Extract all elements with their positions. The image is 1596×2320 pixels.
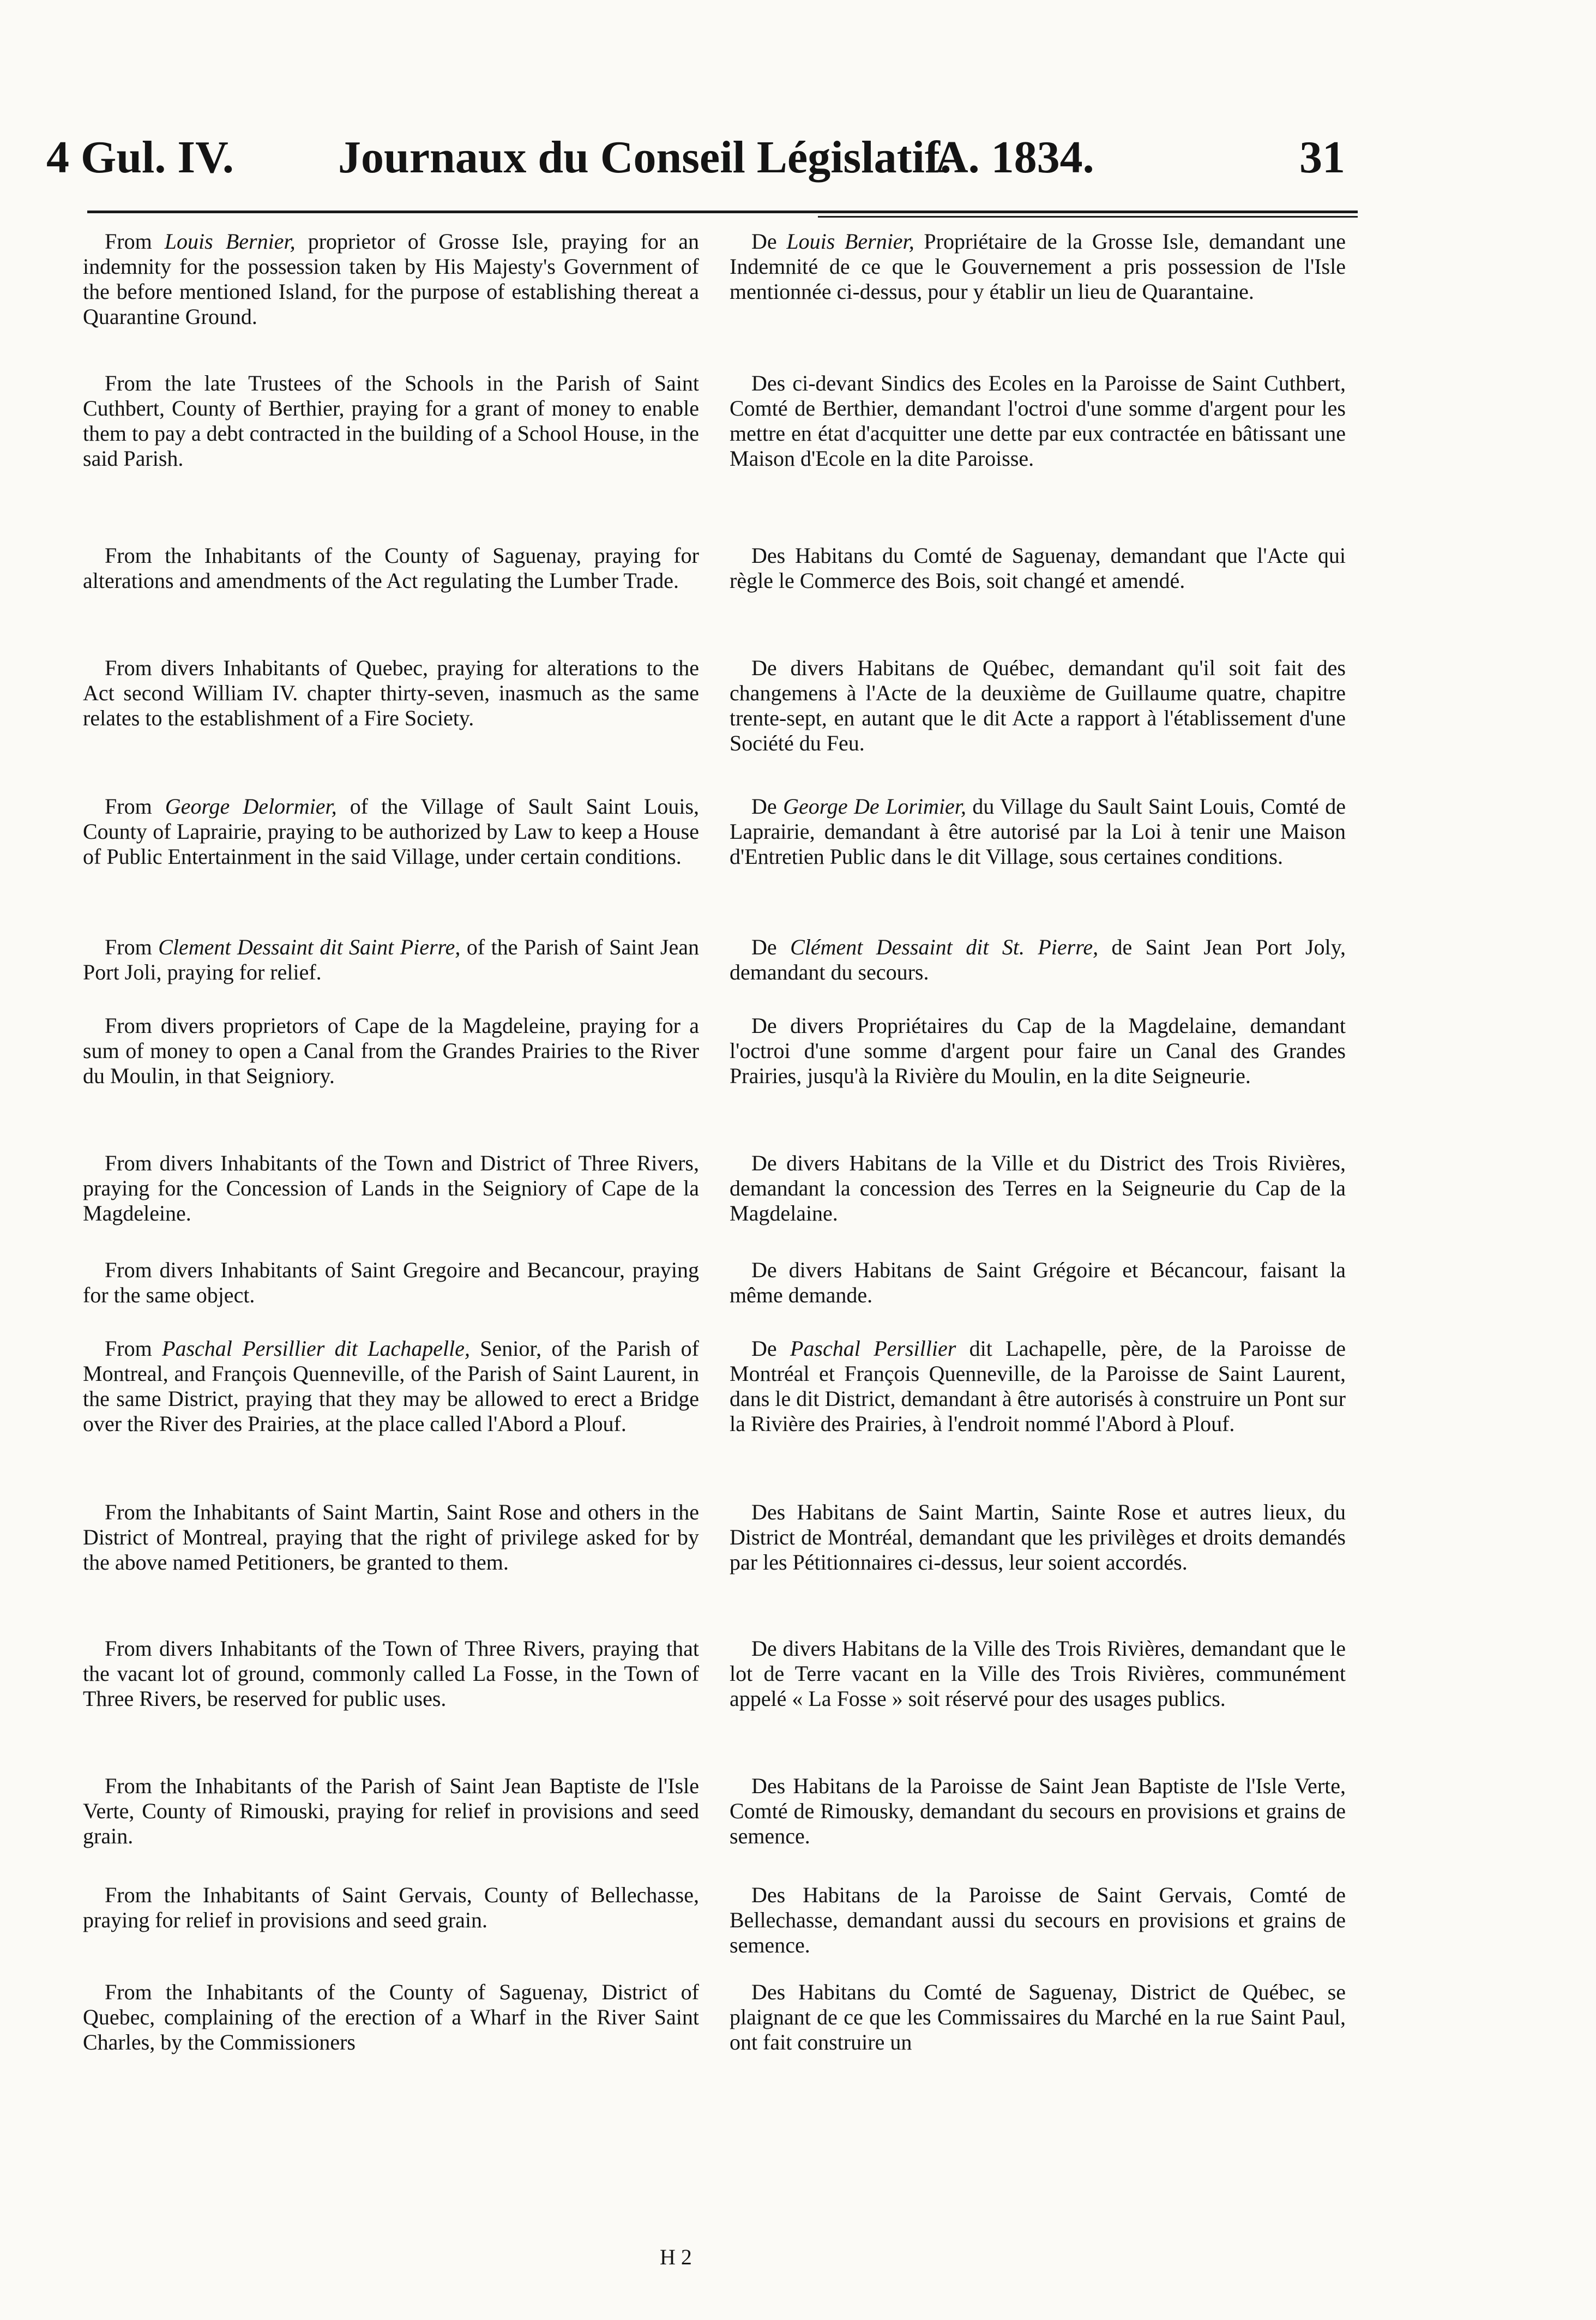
petition-entry-fr: Des Habitans de la Paroisse de Saint Jean Baptiste de l'Isle Verte, Comté de Rimousky, demandant du secours en provisions et grains de semence. (730, 1774, 1346, 1848)
petition-entry-en: From divers Inhabitants of Quebec, praying for alterations to the Act second William IV. chapter thirty-seven, inasmuch as the same relates to the establishment of a Fire Society. (83, 656, 699, 730)
petition-entry-en: From the Inhabitants of the County of Saguenay, praying for alterations and amendments of the Act regulating the Lumber Trade. (83, 543, 699, 593)
journal-title: Journaux du Conseil Législatif. (338, 132, 951, 183)
petition-entry-fr: De divers Habitans de Saint Grégoire et Bécancour, faisant la même demande. (730, 1258, 1346, 1307)
petition-entry-fr: De divers Habitans de la Ville et du District des Trois Rivières, demandant la concession des Terres en la Seigneurie du Cap de la Magdelaine. (730, 1151, 1346, 1225)
petition-entry-en: From the late Trustees of the Schools in the Parish of Saint Cuthbert, County of Berthier, praying for a grant of money to enable them to pay a debt contracted in the building of a School House, in the said Parish. (83, 371, 699, 471)
signature-mark: H 2 (660, 2245, 692, 2269)
petition-entry-fr: De divers Propriétaires du Cap de la Magdelaine, demandant l'octroi d'une somme d'argent pour faire un Canal des Grandes Prairies, jusqu'à la Rivière du Moulin, en la dite Seigneurie. (730, 1013, 1346, 1088)
petition-entry-fr: De divers Habitans de Québec, demandant qu'il soit fait des changemens à l'Acte de la deuxième de Guillaume quatre, chapitre trente-sept, en autant que le dit Acte a rapport à l'établissement d'une Société du Feu. (730, 656, 1346, 755)
regnal-year: 4 Gul. IV. (46, 132, 234, 183)
petition-entry-en: From the Inhabitants of Saint Martin, Saint Rose and others in the District of Montreal, praying that the right of privilege asked for by the above named Petitioners, be granted to them. (83, 1500, 699, 1574)
petition-entry-fr: Des Habitans du Comté de Saguenay, District de Québec, se plaignant de ce que les Commissaires du Marché en la rue Saint Paul, ont fait construire un (730, 1980, 1346, 2054)
publication-year: A. 1834. (935, 132, 1094, 183)
petition-entry-fr: Des ci-devant Sindics des Ecoles en la Paroisse de Saint Cuthbert, Comté de Berthier, demandant l'octroi d'une somme d'argent pour les mettre en état d'acquitter une dette par eux contractée en bâtissant une Maison d'Ecole en la dite Paroisse. (730, 371, 1346, 471)
header-rule-thin (818, 216, 1358, 218)
petition-entry-fr: Des Habitans de Saint Martin, Sainte Rose et autres lieux, du District de Montréal, demandant que les privilèges et droits demandés par les Pétitionnaires ci-dessus, leur soient accordés. (730, 1500, 1346, 1574)
petition-entry-en: From Louis Bernier, proprietor of Grosse Isle, praying for an indemnity for the possession taken by His Majesty's Government of the before mentioned Island, for the purpose of establishing thereat a Quarantine Ground. (83, 229, 700, 329)
petition-entry-fr: De Paschal Persillier dit Lachapelle, père, de la Paroisse de Montréal et François Quenneville, de la Paroisse de Saint Laurent, dans le dit District, demandant à être autorisés à construire un Pont sur la Rivière des Prairies, à l'endroit nommé l'Abord à Plouf. (730, 1336, 1346, 1436)
petition-entry-fr: De divers Habitans de la Ville des Trois Rivières, demandant que le lot de Terre vacant en la Ville des Trois Rivières, communément appelé « La Fosse » soit réservé pour des usages publics. (730, 1636, 1346, 1711)
petition-entry-en: From divers Inhabitants of Saint Gregoire and Becancour, praying for the same object. (83, 1258, 699, 1307)
petition-entry-en: From the Inhabitants of Saint Gervais, County of Bellechasse, praying for relief in provisions and seed grain. (83, 1883, 699, 1932)
petition-entry-fr: Des Habitans de la Paroisse de Saint Gervais, Comté de Bellechasse, demandant aussi du secours en provisions et grains de semence. (730, 1883, 1346, 1957)
petition-entry-en: From the Inhabitants of the Parish of Saint Jean Baptiste de l'Isle Verte, County of Rimouski, praying for relief in provisions and seed grain. (83, 1774, 699, 1848)
petition-entry-en: From the Inhabitants of the County of Saguenay, District of Quebec, complaining of the erection of a Wharf in the River Saint Charles, by the Commissioners (83, 1980, 699, 2054)
petition-entry-fr: Des Habitans du Comté de Saguenay, demandant que l'Acte qui règle le Commerce des Bois, soit changé et amendé. (730, 543, 1346, 593)
page-number: 31 (1299, 132, 1345, 183)
petition-entry-fr: De Louis Bernier, Propriétaire de la Grosse Isle, demandant une Indemnité de ce que le Gouvernement a pris possession de l'Isle mentionnée ci-dessus, pour y établir un lieu de Quarantaine. (730, 229, 1346, 304)
petition-entry-en: From divers Inhabitants of the Town and District of Three Rivers, praying for the Concession of Lands in the Seigniory of Cape de la Magdeleine. (83, 1151, 699, 1225)
petition-entry-en: From Paschal Persillier dit Lachapelle, Senior, of the Parish of Montreal, and François Quenneville, of the Parish of Saint Laurent, in the same District, praying that they may be allowed to erect a Bridge over the River des Prairies, at the place called l'Abord a Plouf. (83, 1336, 700, 1436)
petition-entry-en: From divers proprietors of Cape de la Magdeleine, praying for a sum of money to open a Canal from the Grandes Prairies to the River du Moulin, in that Seigniory. (83, 1013, 699, 1088)
petition-entry-en: From divers Inhabitants of the Town of Three Rivers, praying that the vacant lot of ground, commonly called La Fosse, in the Town of Three Rivers, be reserved for public uses. (83, 1636, 699, 1711)
petition-entry-fr: De George De Lorimier, du Village du Sault Saint Louis, Comté de Laprairie, demandant à être autorisé par la Loi à tenir une Maison d'Entretien Public dans le dit Village, sous certaines conditions. (730, 794, 1346, 869)
petition-entry-en: From George Delormier, of the Village of Sault Saint Louis, County of Laprairie, praying to be authorized by Law to keep a House of Public Entertainment in the said Village, under certain conditions. (83, 794, 700, 869)
header-rule (87, 211, 1358, 213)
petition-entry-fr: De Clément Dessaint dit St. Pierre, de Saint Jean Port Joly, demandant du secours. (730, 935, 1346, 984)
petition-entry-en: From Clement Dessaint dit Saint Pierre, of the Parish of Saint Jean Port Joli, praying for relief. (83, 935, 699, 984)
running-header (46, 131, 1355, 196)
